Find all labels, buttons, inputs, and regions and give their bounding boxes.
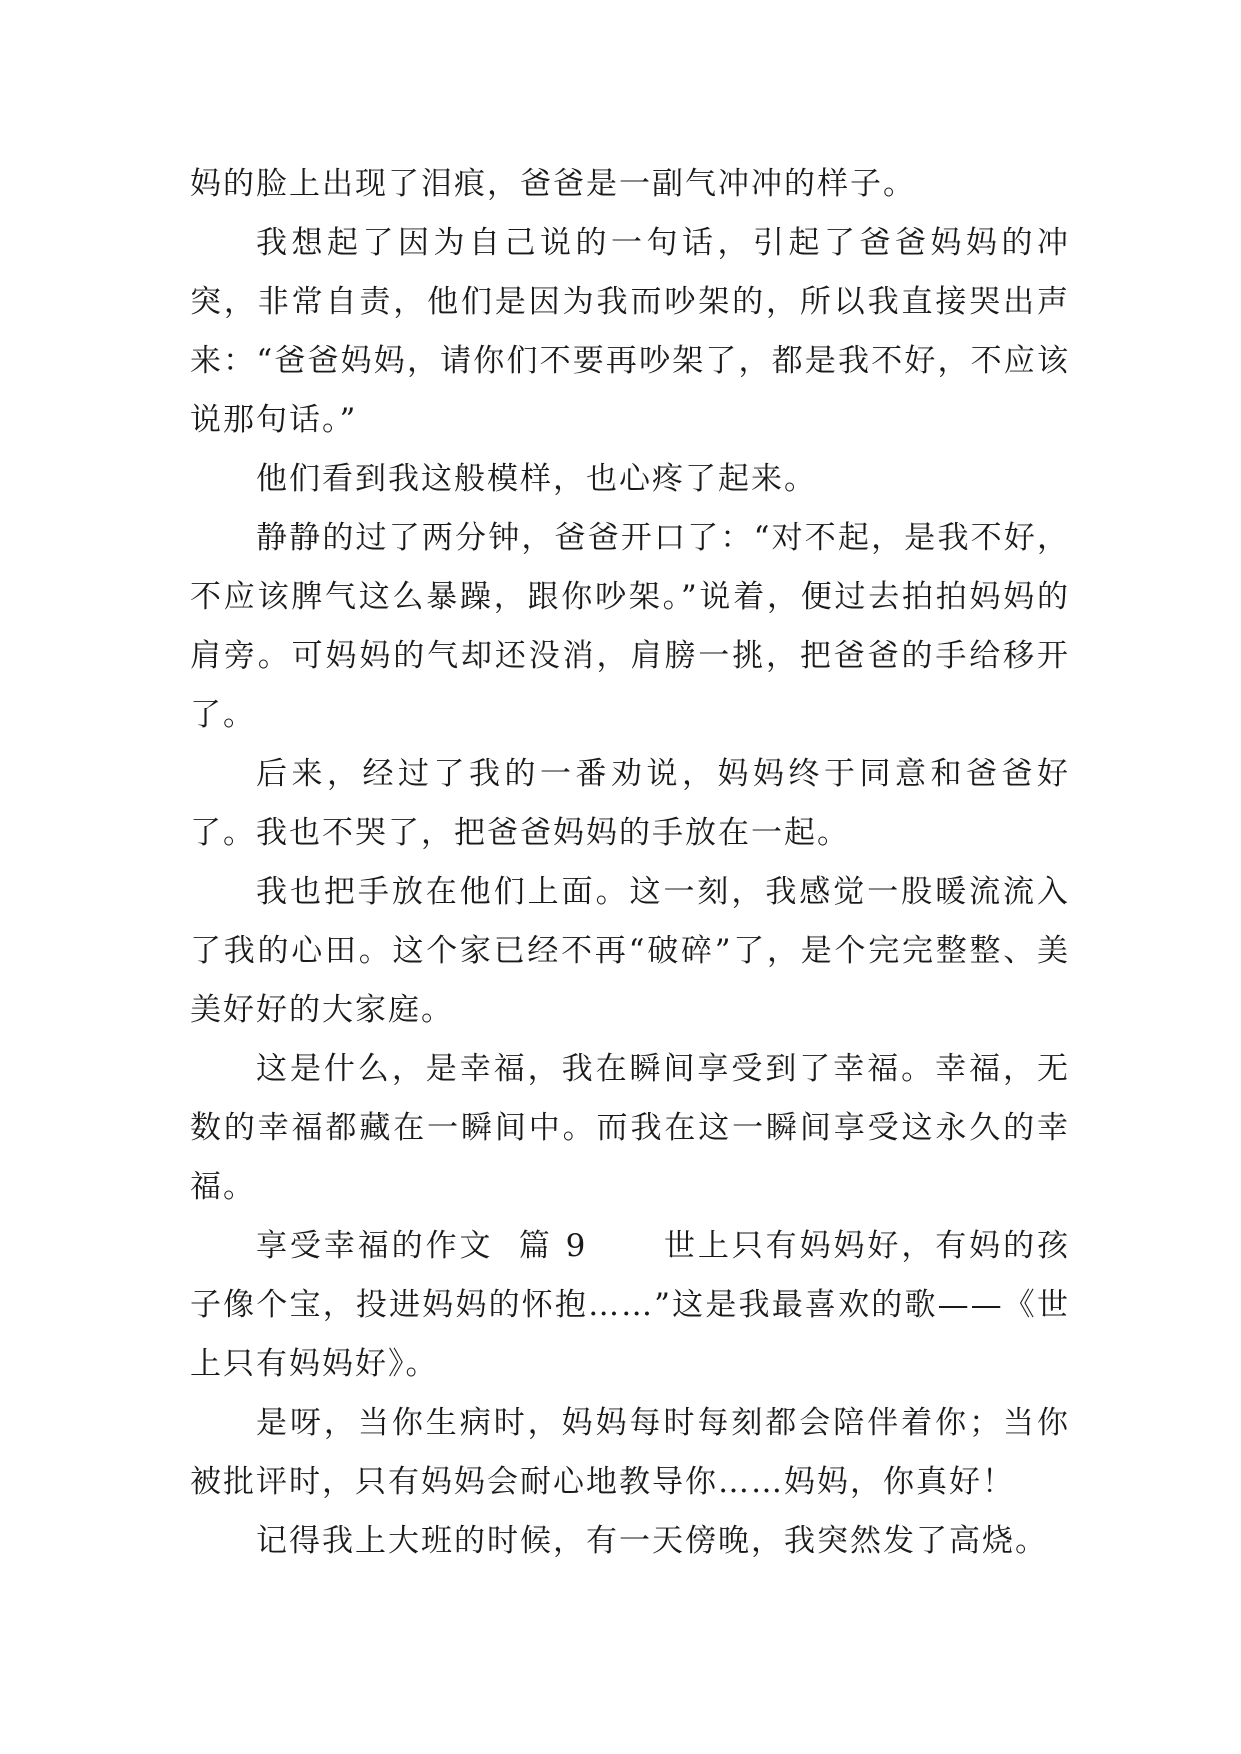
paragraph: 他们看到我这般模样，也心疼了起来。	[256, 461, 817, 497]
article-body	[190, 155, 1070, 1571]
paragraph: 我想起了因为自己说的一句话，引起了爸爸妈妈的冲突，非常自责，他们是因为我而吵架的，所以我直接哭出声来：“爸爸妈妈，请你们不要再吵架了，都是我不好，不应该说那句话。”	[190, 225, 1070, 438]
paragraph: 后来，经过了我的一番劝说，妈妈终于同意和爸爸好了。我也不哭了，把爸爸妈妈的手放在一起。	[190, 756, 1070, 851]
paragraph-section-heading: 享受幸福的作文 篇 9 世上只有妈妈好，有妈的孩子像个宝，投进妈妈的怀抱……”这是我最喜欢的歌——《世上只有妈妈好》。	[190, 1228, 1070, 1382]
paragraph: 是呀，当你生病时，妈妈每时每刻都会陪伴着你；当你被批评时，只有妈妈会耐心地教导你……妈妈，你真好！	[190, 1405, 1070, 1500]
paragraph: 我也把手放在他们上面。这一刻，我感觉一股暖流流入了我的心田。这个家已经不再“破碎”了，是个完完整整、美美好好的大家庭。	[190, 874, 1070, 1028]
paragraph: 静静的过了两分钟，爸爸开口了：“对不起，是我不好，不应该脾气这么暴躁，跟你吵架。”说着，便过去拍拍妈妈的肩旁。可妈妈的气却还没消，肩膀一挑，把爸爸的手给移开了。	[190, 520, 1070, 733]
paragraph-continuation: 妈的脸上出现了泪痕，爸爸是一副气冲冲的样子。	[190, 166, 916, 202]
paragraph: 这是什么，是幸福，我在瞬间享受到了幸福。幸福，无数的幸福都藏在一瞬间中。而我在这一瞬间享受这永久的幸福。	[190, 1051, 1070, 1205]
paragraph: 记得我上大班的时候，有一天傍晚，我突然发了高烧。	[256, 1523, 1048, 1559]
